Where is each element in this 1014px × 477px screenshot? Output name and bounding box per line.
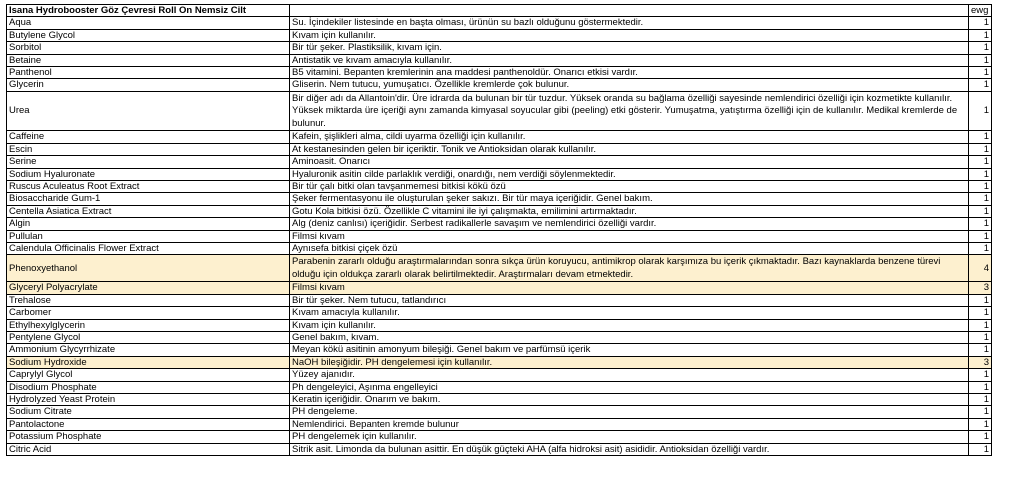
table-row [7,243,992,255]
table-row [7,230,992,242]
table-row [7,168,992,180]
ingredient-name-cell[interactable]: Ruscus Aculeatus Root Extract [7,180,290,192]
ingredient-description-cell[interactable]: Nemlendirici. Bepanten kremde bulunur [290,418,969,430]
ingredient-name-cell[interactable]: Glycerin [7,79,290,91]
ingredient-description-cell[interactable]: Parabenin zararlı olduğu araştırmalarından sonra sıkça ürün koruyucu, antimikrop olarak karşımıza bu içerik çıkmaktadır. Bazı kaynaklarda benzene türevi olduğu için oldukça zararlı olarak belirtilmektedir. Araştırmaları devam etmektedir. [290,255,969,282]
table-row [7,17,992,29]
header-empty-cell[interactable] [290,5,969,17]
ingredient-description-cell[interactable]: NaOH bileşiğidir. PH dengelemesi için kullanılır. [290,356,969,368]
ingredient-description-cell[interactable]: Filmsi kıvam [290,282,969,294]
ewg-score-cell[interactable]: 1 [969,54,992,66]
ingredient-name-cell[interactable]: Trehalose [7,294,290,306]
ingredient-description-cell[interactable]: Bir tür şeker. Plastiksilik, kıvam için. [290,42,969,54]
ingredient-description-cell[interactable]: Alg (deniz canlısı) içeriğidir. Serbest radikallerle savaşım ve nemlendirici özelliği vardır. [290,218,969,230]
ingredient-name-cell[interactable]: Algin [7,218,290,230]
table-row [7,91,992,131]
ingredient-name-cell[interactable]: Ethylhexylglycerin [7,319,290,331]
ingredient-name-cell[interactable]: Potassium Phosphate [7,431,290,443]
table-row [7,79,992,91]
ingredient-name-cell[interactable]: Escin [7,143,290,155]
table-row [7,29,992,41]
table-row [7,431,992,443]
table-row [7,143,992,155]
ingredient-name-cell[interactable]: Betaine [7,54,290,66]
ingredient-description-cell[interactable]: PH dengelemek için kullanılır. [290,431,969,443]
ewg-score-cell[interactable]: 1 [969,344,992,356]
ingredient-description-cell[interactable]: B5 vitamini. Bepanten kremlerinin ana maddesi panthenoldür. Onarıcı etkisi vardır. [290,67,969,79]
ewg-score-cell[interactable]: 1 [969,67,992,79]
table-row [7,131,992,143]
table-row [7,42,992,54]
ewg-score-cell[interactable]: 1 [969,443,992,455]
ewg-score-cell[interactable]: 1 [969,332,992,344]
ingredients-table-body [7,5,992,456]
ingredient-description-cell[interactable]: Gotu Kola bitkisi özü. Özellikle C vitamini ile iyi çalışmakta, emilimini artırmaktadır. [290,205,969,217]
ingredient-description-cell[interactable]: Aminoasit. Onarıcı [290,156,969,168]
ewg-score-cell[interactable]: 1 [969,79,992,91]
ewg-score-cell[interactable]: 1 [969,381,992,393]
ewg-score-cell[interactable]: 1 [969,168,992,180]
table-row [7,156,992,168]
ingredient-name-cell[interactable]: Disodium Phosphate [7,381,290,393]
table-row [7,443,992,455]
ingredient-name-cell[interactable]: Pantolactone [7,418,290,430]
ewg-score-cell[interactable]: 1 [969,131,992,143]
ewg-score-cell[interactable]: 3 [969,282,992,294]
ewg-score-cell[interactable]: 1 [969,180,992,192]
ingredient-name-cell[interactable]: Caprylyl Glycol [7,369,290,381]
table-row [7,418,992,430]
ingredient-description-cell[interactable]: Meyan kökü asitinin amonyum bileşiği. Genel bakım ve parfümsü içerik [290,344,969,356]
ingredient-name-cell[interactable]: Sodium Hydroxide [7,356,290,368]
table-row [7,282,992,294]
ingredient-description-cell[interactable]: At kestanesinden gelen bir içeriktir. Tonik ve Antioksidan olarak kullanılır. [290,143,969,155]
ewg-score-cell[interactable]: 3 [969,356,992,368]
ingredient-name-cell[interactable]: Carbomer [7,307,290,319]
ingredient-description-cell[interactable]: Filmsi kıvam [290,230,969,242]
ewg-score-cell[interactable]: 1 [969,218,992,230]
table-row [7,319,992,331]
ingredient-name-cell[interactable]: Aqua [7,17,290,29]
ewg-score-cell[interactable]: 1 [969,230,992,242]
ingredient-description-cell[interactable]: Keratin içeriğidir. Onarım ve bakım. [290,394,969,406]
ingredient-description-cell[interactable]: Genel bakım, kıvam. [290,332,969,344]
ewg-score-cell[interactable]: 1 [969,205,992,217]
ingredient-description-cell[interactable]: Sitrik asit. Limonda da bulunan asittir. En düşük güçteki AHA (alfa hidroksi asit) asididir. Antioksidan özelliği vardır. [290,443,969,455]
ingredient-description-cell[interactable]: Gliserin. Nem tutucu, yumuşatıcı. Özellikle kremlerde çok bulunur. [290,79,969,91]
ewg-score-cell[interactable]: 1 [969,319,992,331]
table-row [7,193,992,205]
ewg-score-cell[interactable]: 1 [969,193,992,205]
table-row [7,332,992,344]
ingredient-name-cell[interactable]: Caffeine [7,131,290,143]
ingredient-description-cell[interactable]: Kıvam için kullanılır. [290,29,969,41]
ingredient-description-cell[interactable]: Su. İçindekiler listesinde en başta olması, ürünün su bazlı olduğunu göstermektedir. [290,17,969,29]
ewg-score-cell[interactable]: 1 [969,143,992,155]
ingredient-name-cell[interactable]: Sodium Citrate [7,406,290,418]
ingredient-description-cell[interactable]: Bir tür çalı bitki olan tavşanmemesi bitkisi kökü özü [290,180,969,192]
ingredient-name-cell[interactable]: Serine [7,156,290,168]
ingredient-name-cell[interactable]: Pullulan [7,230,290,242]
ingredient-name-cell[interactable]: Sodium Hyaluronate [7,168,290,180]
product-title-cell[interactable]: Isana Hydrobooster Göz Çevresi Roll On Nemsiz Cilt [7,5,290,17]
ewg-score-cell[interactable]: 1 [969,418,992,430]
ingredient-description-cell[interactable]: Hyaluronik asitin cilde parlaklık verdiği, onardığı, nem verdiği söylenmektedir. [290,168,969,180]
ingredient-description-cell[interactable]: Kafein, şişlikleri alma, cildi uyarma özelliği için kullanılır. [290,131,969,143]
table-row [7,381,992,393]
ingredient-description-cell[interactable]: Bir tür şeker. Nem tutucu, tatlandırıcı [290,294,969,306]
table-row [7,369,992,381]
ewg-score-cell[interactable]: 1 [969,42,992,54]
table-row [7,180,992,192]
ingredient-name-cell[interactable]: Urea [7,91,290,131]
table-row [7,218,992,230]
ewg-score-cell[interactable]: 1 [969,369,992,381]
table-row [7,255,992,282]
ewg-score-cell[interactable]: 4 [969,255,992,282]
ingredient-description-cell[interactable]: Yüzey ajanıdır. [290,369,969,381]
table-row [7,406,992,418]
ewg-score-cell[interactable]: 1 [969,29,992,41]
table-row [7,294,992,306]
ingredient-name-cell[interactable]: Citric Acid [7,443,290,455]
ingredient-name-cell[interactable]: Hydrolyzed Yeast Protein [7,394,290,406]
table-row [7,67,992,79]
ewg-score-cell[interactable]: 1 [969,294,992,306]
ingredient-description-cell[interactable]: Aynısefa bitkisi çiçek özü [290,243,969,255]
table-row [7,394,992,406]
ingredient-name-cell[interactable]: Sorbitol [7,42,290,54]
ewg-score-cell[interactable]: 1 [969,431,992,443]
ingredient-description-cell[interactable]: Kıvam için kullanılır. [290,319,969,331]
ingredient-description-cell[interactable]: Şeker fermentasyonu ile oluşturulan şeker sakızı. Bir tür maya içeriğidir. Genel bakım. [290,193,969,205]
ingredient-name-cell[interactable]: Panthenol [7,67,290,79]
ewg-score-cell[interactable]: 1 [969,307,992,319]
ingredient-description-cell[interactable]: PH dengeleme. [290,406,969,418]
ewg-score-cell[interactable]: 1 [969,406,992,418]
ingredient-name-cell[interactable]: Biosaccharide Gum-1 [7,193,290,205]
ingredient-name-cell[interactable]: Centella Asiatica Extract [7,205,290,217]
table-row [7,54,992,66]
table-row [7,356,992,368]
ewg-score-cell[interactable]: 1 [969,17,992,29]
ewg-header-cell[interactable]: ewg [969,5,992,17]
ingredient-name-cell[interactable]: Phenoxyethanol [7,255,290,282]
ingredient-name-cell[interactable]: Calendula Officinalis Flower Extract [7,243,290,255]
table-row [7,205,992,217]
ingredient-name-cell[interactable]: Butylene Glycol [7,29,290,41]
ewg-score-cell[interactable]: 1 [969,394,992,406]
ingredient-name-cell[interactable]: Ammonium Glycyrrhizate [7,344,290,356]
ewg-score-cell[interactable]: 1 [969,156,992,168]
ewg-score-cell[interactable]: 1 [969,91,992,131]
table-row [7,344,992,356]
ingredient-description-cell[interactable]: Bir diğer adı da Allantoin'dir. Üre idrarda da bulunan bir tür tuzdur. Yüksek oranda su bağlama özelliği sayesinde nemlendirici özelliği için kozmetikte kullanılır. Yüksek miktarda üre içeriği aynı zamanda kimyasal soyucular gibi (peeling) etki gösterir. Yumuşatma, yatıştırma özelliği için de kullanılır. Medikal kremlerde de bulunur. [290,91,969,131]
ingredients-table [6,4,992,456]
header-row [7,5,992,17]
ingredient-name-cell[interactable]: Glyceryl Polyacrylate [7,282,290,294]
ingredient-description-cell[interactable]: Antistatik ve kıvam amacıyla kullanılır. [290,54,969,66]
ingredient-description-cell[interactable]: Kıvam amacıyla kullanılır. [290,307,969,319]
ewg-score-cell[interactable]: 1 [969,243,992,255]
ingredient-name-cell[interactable]: Pentylene Glycol [7,332,290,344]
ingredient-description-cell[interactable]: Ph dengeleyici, Aşınma engelleyici [290,381,969,393]
table-row [7,307,992,319]
